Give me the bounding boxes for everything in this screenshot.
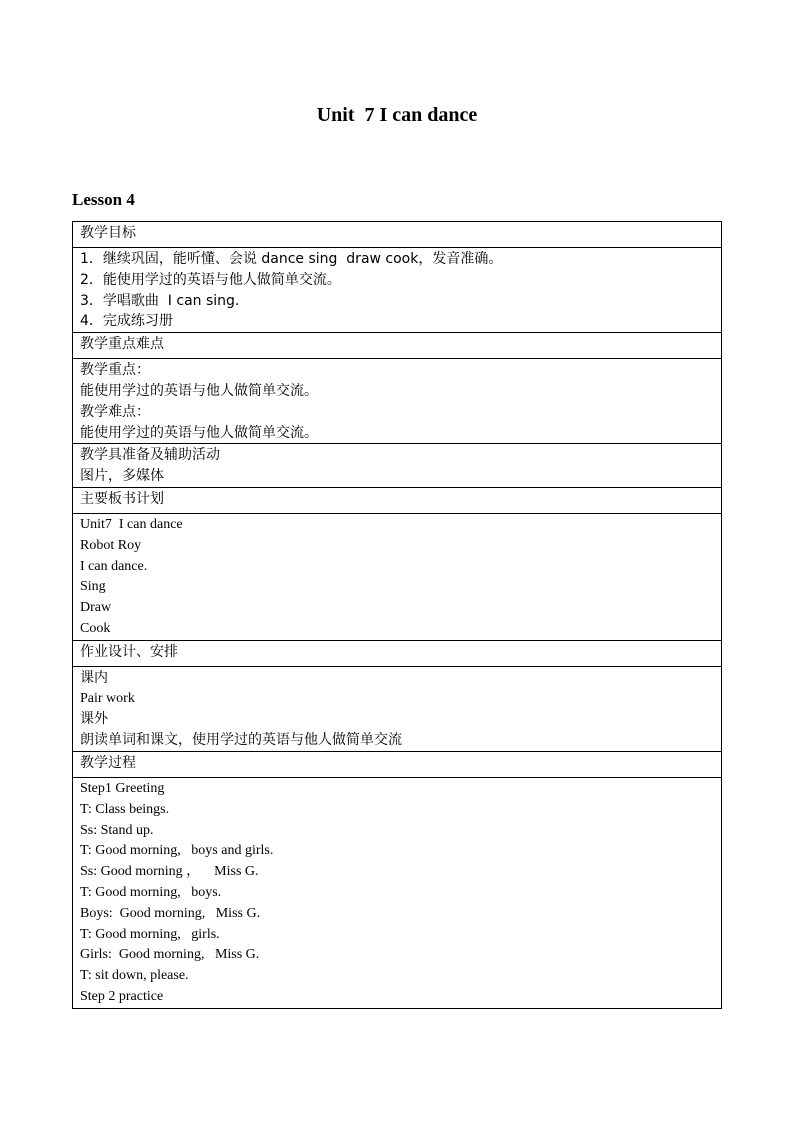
- process-line: T: Class beings.: [80, 801, 170, 817]
- key-points-line: 能使用学过的英语与他人做简单交流。: [80, 382, 318, 399]
- process-line: Girls: Good morning, Miss G.: [80, 947, 260, 963]
- process-line: Boys: Good morning, Miss G.: [80, 905, 261, 921]
- goals-content: [73, 248, 722, 333]
- process-line: Ss: Good morning ， Miss G.: [80, 864, 259, 880]
- process-line: Ss: Stand up.: [80, 822, 154, 838]
- key-points-line: 教学难点：: [80, 403, 150, 420]
- key-points-line: 教学重点：: [80, 362, 150, 379]
- process-content: [73, 777, 722, 1008]
- homework-content: [73, 666, 722, 751]
- homework-line: 朗读单词和课文，使用学过的英语与他人做简单交流: [80, 732, 402, 749]
- lesson-plan-table: [72, 221, 722, 1009]
- goals-header: 教学目标: [73, 222, 722, 248]
- homework-line: 课内: [80, 669, 108, 686]
- goals-line: 2．能使用学过的英语与他人做简单交流。: [80, 271, 341, 288]
- board-line: Draw: [80, 600, 112, 616]
- key-points-header: 教学重点难点: [73, 333, 722, 359]
- homework-header: 作业设计、安排: [73, 640, 722, 666]
- homework-line: 课外: [80, 711, 108, 728]
- board-line: Cook: [80, 620, 111, 636]
- key-points-content: [73, 359, 722, 444]
- process-line: Step1 Greeting: [80, 780, 165, 796]
- goals-line: 1．继续巩固，能听懂、会说 dance sing draw cook，发音准确。: [80, 251, 503, 267]
- board-line: Robot Roy: [80, 537, 142, 553]
- materials-cell: [73, 444, 722, 488]
- process-line: T: Good morning, girls.: [80, 926, 220, 942]
- board-header: 主要板书计划: [73, 487, 722, 513]
- key-points-line: 能使用学过的英语与他人做简单交流。: [80, 424, 318, 441]
- process-line: T: Good morning, boys and girls.: [80, 843, 274, 859]
- lesson-heading: Lesson 4: [72, 190, 135, 209]
- board-line: Unit7 I can dance: [80, 516, 183, 532]
- goals-line: 3．学唱歌曲 I can sing.: [80, 292, 240, 309]
- process-line: Step 2 practice: [80, 988, 164, 1004]
- process-line: T: Good morning, boys.: [80, 884, 222, 900]
- process-header: 教学过程: [73, 751, 722, 777]
- materials-content: 图片，多媒体: [80, 468, 164, 485]
- homework-line: Pair work: [80, 690, 135, 706]
- goals-line: 4．完成练习册: [80, 313, 173, 330]
- board-line: I can dance.: [80, 558, 148, 574]
- board-content: [73, 513, 722, 640]
- board-line: Sing: [80, 579, 106, 595]
- materials-header: 教学具准备及辅助活动: [80, 447, 220, 464]
- process-line: T: sit down, please.: [80, 968, 189, 984]
- document-title: Unit 7 I can dance: [316, 104, 478, 126]
